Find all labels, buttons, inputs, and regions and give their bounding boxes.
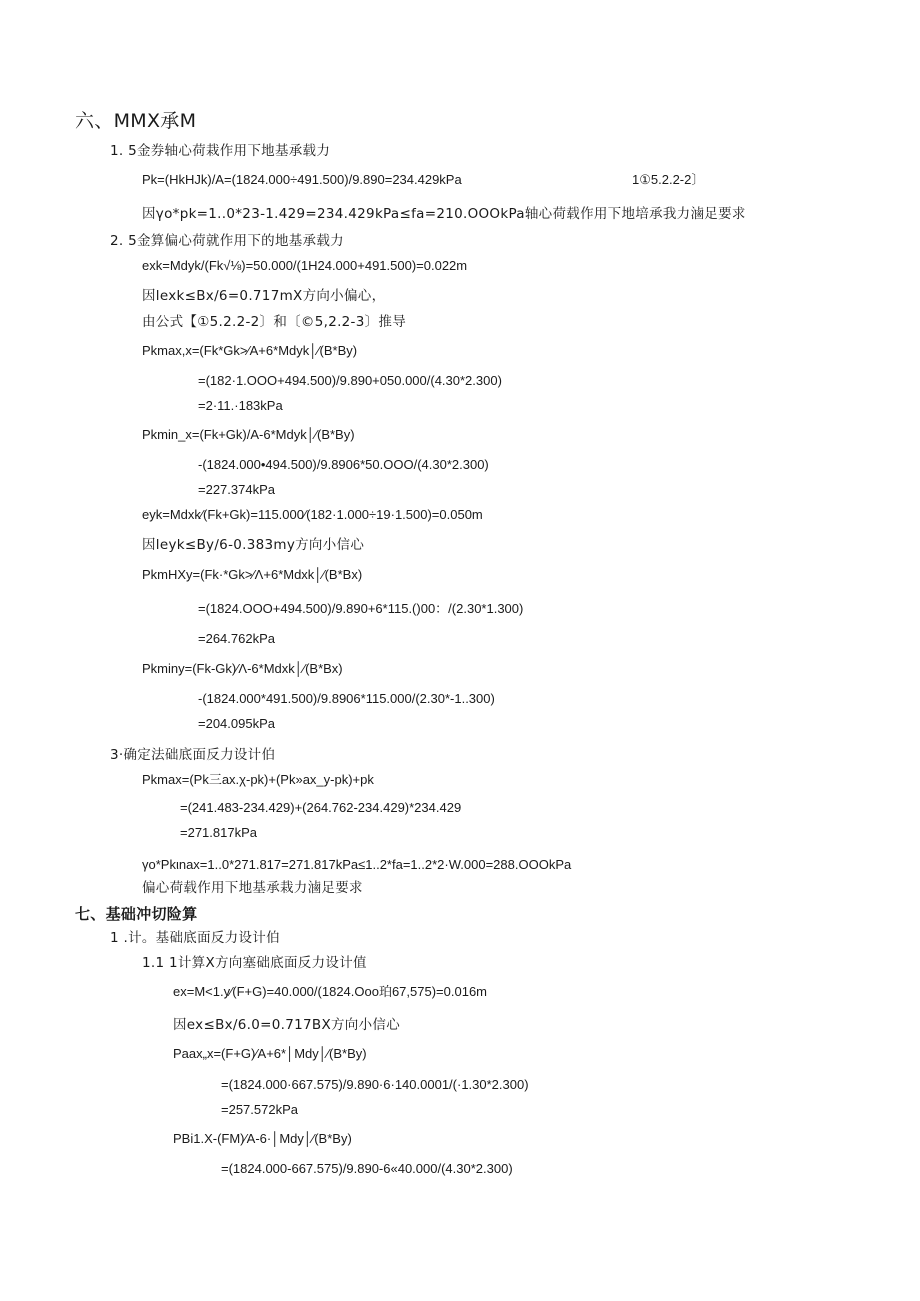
- formula-pkmin-x: Pkmin_x=(Fk+Gk)/A-6*Mdyk│∕(B*By): [142, 427, 355, 442]
- subsection-7-1-1-title: 1.1 1计算X方向塞础底面反力设计值: [142, 955, 367, 971]
- formula-pmin-x-sub: =(1824.000-667.575)/9.890-6«40.000/(4.30*2.300): [221, 1161, 513, 1176]
- formula-pkmax-y-result: =264.762kPa: [198, 631, 275, 646]
- subsection-6-2-title: 2. 5金算偏心荷就作用下的地基承载力: [110, 233, 344, 249]
- subsection-6-1-title: 1. 5金券轴心荷栽作用下地基承载力: [110, 143, 331, 159]
- formula-exk: exk=Mdyk/(Fk√⅛)=50.000/(1H24.000+491.500)=0.022m: [142, 258, 468, 273]
- eccentric-conclusion: 偏心荷载作用下地基承栽力滷足要求: [142, 880, 363, 896]
- formula-pkmax-y: PkmHXy=(Fk·*Gk>∕Λ+6*Mdxk│∕(B*Bx): [142, 567, 363, 582]
- subsection-7-1-title: 1 .计。基础底面反力设计伯: [110, 930, 280, 946]
- formula-pkmax: Pkmax=(Pk三ax.χ-pk)+(Pk»ax_y-pk)+pk: [142, 772, 374, 787]
- formula-pkmin-y-sub: -(1824.000*491.500)/9.8906*115.000/(2.30*-1..300): [198, 691, 495, 706]
- formula-pkmax-result: =271.817kPa: [180, 825, 257, 840]
- formula-pkmax-x-result: =2·11.·183kPa: [198, 398, 283, 413]
- condition-eyk: 因leyk≤By∕6-0.383my方向小信心: [142, 537, 365, 553]
- formula-pkmax-y-sub: =(1824.OOO+494.500)/9.890+6*115.()00：/(2.30*1.300): [198, 601, 524, 616]
- section-7-heading: 七、基础冲切险算: [75, 905, 198, 923]
- formula-pkmin-y: Pkminy=(Fk-Gk)∕Λ-6*Mdxk│∕(B*Bx): [142, 661, 343, 676]
- condition-ex: 因ex≤Bx∕6.0=0.717BX方向小信心: [173, 1017, 401, 1033]
- formula-ex: ex=M<1.y∕(F+G)=40.000/(1824.Ooo珀67,575)=0.016m: [173, 984, 487, 999]
- subsection-6-3-title: 3·确定法础底面反力设计伯: [110, 747, 276, 763]
- formula-pmax-x-sub: =(1824.000·667.575)/9.890·6·140.0001/(·1.30*2.300): [221, 1077, 529, 1092]
- axial-conclusion: 因γo*pk=1..0*23-1.429=234.429kPa≤fa=210.OOOkPa轴心荷载作用下地培承我力滷足要求: [142, 206, 746, 222]
- formula-pkmin-x-sub: -(1824.000•494.500)/9.8906*50.OOO/(4.30*2.300): [198, 457, 489, 472]
- condition-exk: 因lexk≤Bx∕6=0.717mX方向小偏心，: [142, 288, 386, 304]
- formula-pkmin-y-result: =204.095kPa: [198, 716, 275, 731]
- formula-pmax-x: Paax„x=(F+G)∕A+6*│Mdy│∕(B*By): [173, 1046, 367, 1061]
- formula-pkmin-x-result: =227.374kPa: [198, 482, 275, 497]
- formula-pkmax-sub: =(241.483-234.429)+(264.762-234.429)*234.429: [180, 800, 462, 815]
- section-6-heading: 六、MMX承M: [75, 110, 197, 132]
- derivation-note: 由公式【①5.2.2-2〕和〔©5,2.2-3〕推导: [142, 314, 407, 330]
- formula-eyk: eyk=Mdxk∕(Fk+Gk)=115.000∕(182·1.000÷19·1.500)=0.050m: [142, 507, 483, 522]
- formula-pmin-x: PBi1.X-(FM)∕A-6·│Mdy│∕(B*By): [173, 1131, 352, 1146]
- formula-pmax-x-result: =257.572kPa: [221, 1102, 298, 1117]
- eccentric-check: γo*Pkιnax=1..0*271.817=271.817kPa≤1..2*fa=1..2*2·W.000=288.OOOkPa: [142, 857, 572, 872]
- formula-pkmax-x-sub: =(182·1.OOO+494.500)/9.890+050.000/(4.30*2.300): [198, 373, 502, 388]
- formula-ref: 1①5.2.2-2〕: [632, 172, 705, 187]
- formula-pk: Pk=(HkHJk)/A=(1824.000÷491.500)/9.890=234.429kPa: [142, 172, 462, 187]
- formula-pkmax-x: Pkmax,x=(Fk*Gk>∕A+6*Mdyk│∕(B*By): [142, 343, 358, 358]
